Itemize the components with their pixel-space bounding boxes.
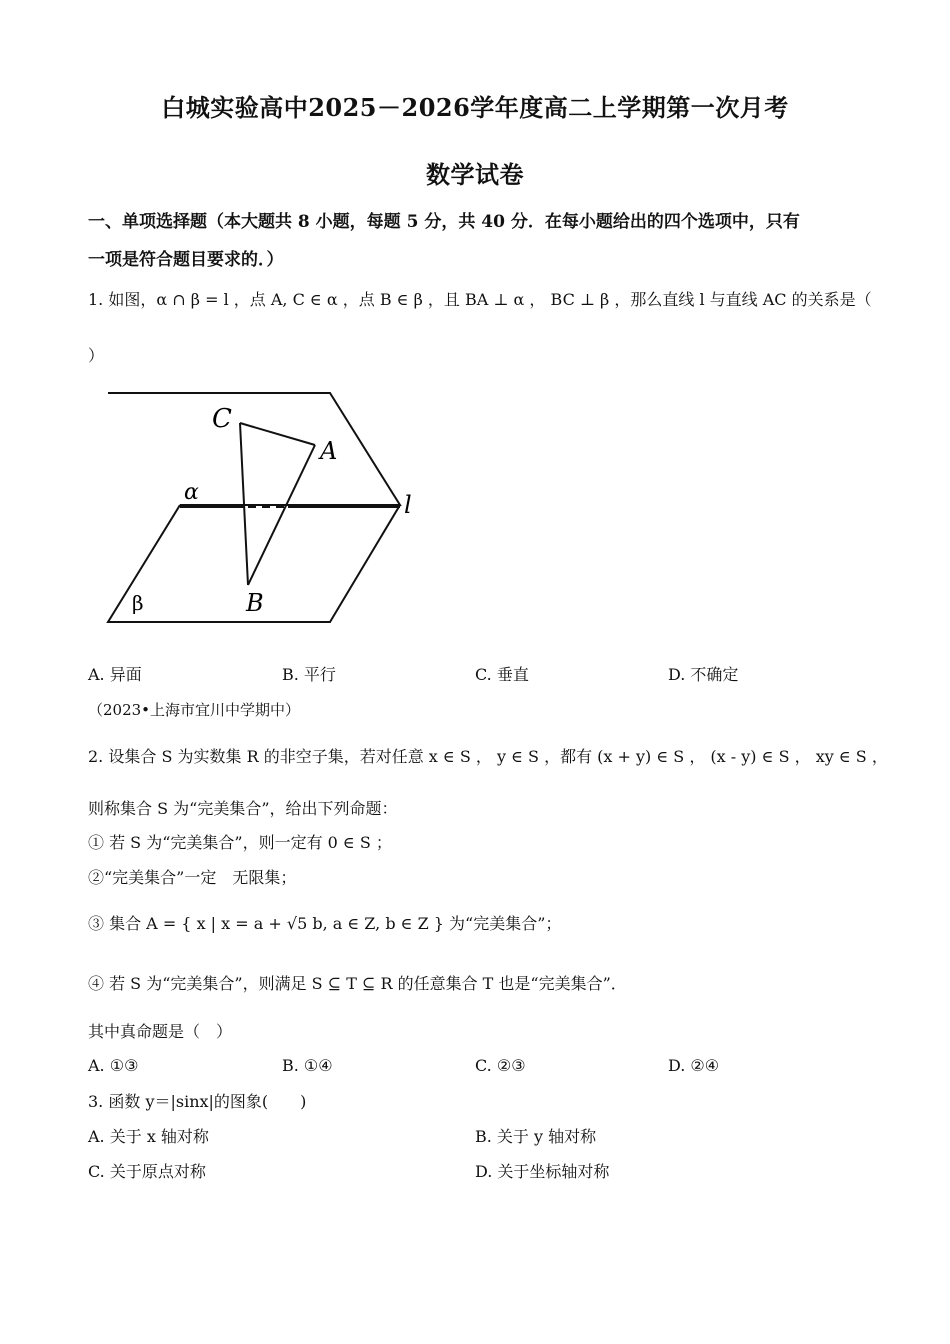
question-2-option-d: D. ②④	[668, 1056, 720, 1075]
question-2-question: 其中真命题是（ ）	[88, 1022, 233, 1041]
segment-AB	[248, 445, 315, 585]
question-source: （2023•上海市宜川中学期中）	[88, 701, 301, 719]
question-1-stem-end: ）	[88, 346, 105, 365]
question-1-figure	[100, 385, 430, 630]
label-B: B	[246, 589, 264, 617]
label-l: l	[404, 491, 412, 519]
label-alpha: α	[184, 480, 199, 505]
exam-title: 白城实验高中2025－2026学年度高二上学期第一次月考	[161, 93, 789, 122]
question-2-proposition-2: ②“完美集合”一定 无限集；	[88, 868, 297, 887]
question-3-option-b: B. 关于 y 轴对称	[475, 1127, 597, 1146]
question-3-option-c: C. 关于原点对称	[88, 1162, 206, 1181]
section-heading-line2: 一项是符合题目要求的．）	[88, 250, 284, 270]
question-3-option-d: D. 关于坐标轴对称	[475, 1162, 610, 1181]
question-2-option-b: B. ①④	[282, 1056, 333, 1075]
question-2-proposition-1: ① 若 S 为“完美集合”，则一定有 0 ∈ S ；	[88, 833, 392, 852]
question-2-option-a: A. ①③	[88, 1056, 139, 1075]
question-1-option-b: B. 平行	[282, 665, 336, 684]
question-2-proposition-4: ④ 若 S 为“完美集合”，则满足 S ⊆ T ⊆ R 的任意集合 T 也是“完美集合”．	[88, 974, 627, 993]
question-1-option-d: D. 不确定	[668, 665, 739, 684]
question-2-stem: 2. 设集合 S 为实数集 R 的非空子集，若对任意 x ∈ S ， y ∈ S ，都有 (x + y) ∈ S ， (x - y) ∈ S ， xy ∈ S ，	[88, 747, 888, 766]
question-1-stem: 1. 如图，α ∩ β = l ，点 A, C ∈ α ，点 B ∈ β ，且 BA ⊥ α ， BC ⊥ β ，那么直线 l 与直线 AC 的关系是（	[88, 290, 872, 309]
question-2-stem-cont: 则称集合 S 为“完美集合”，给出下列命题：	[88, 799, 398, 818]
label-beta: β	[132, 591, 144, 615]
segment-CA	[240, 423, 315, 445]
exam-subtitle: 数学试卷	[426, 160, 524, 189]
question-1-option-a: A. 异面	[88, 665, 142, 684]
label-A: A	[320, 437, 338, 465]
plane-alpha-outline	[108, 393, 400, 505]
question-2-option-c: C. ②③	[475, 1056, 526, 1075]
question-1-option-c: C. 垂直	[475, 665, 529, 684]
label-C: C	[212, 404, 232, 434]
question-2-proposition-3: ③ 集合 A = { x | x = a + √5 b, a ∈ Z, b ∈ Z } 为“完美集合”；	[88, 914, 562, 933]
question-3-option-a: A. 关于 x 轴对称	[88, 1127, 209, 1146]
section-heading-line1: 一、单项选择题（本大题共 8 小题，每题 5 分，共 40 分．在每小题给出的四个选项中，只有	[88, 212, 800, 232]
question-3-stem: 3. 函数 y＝|sinx|的图象( )	[88, 1092, 307, 1111]
